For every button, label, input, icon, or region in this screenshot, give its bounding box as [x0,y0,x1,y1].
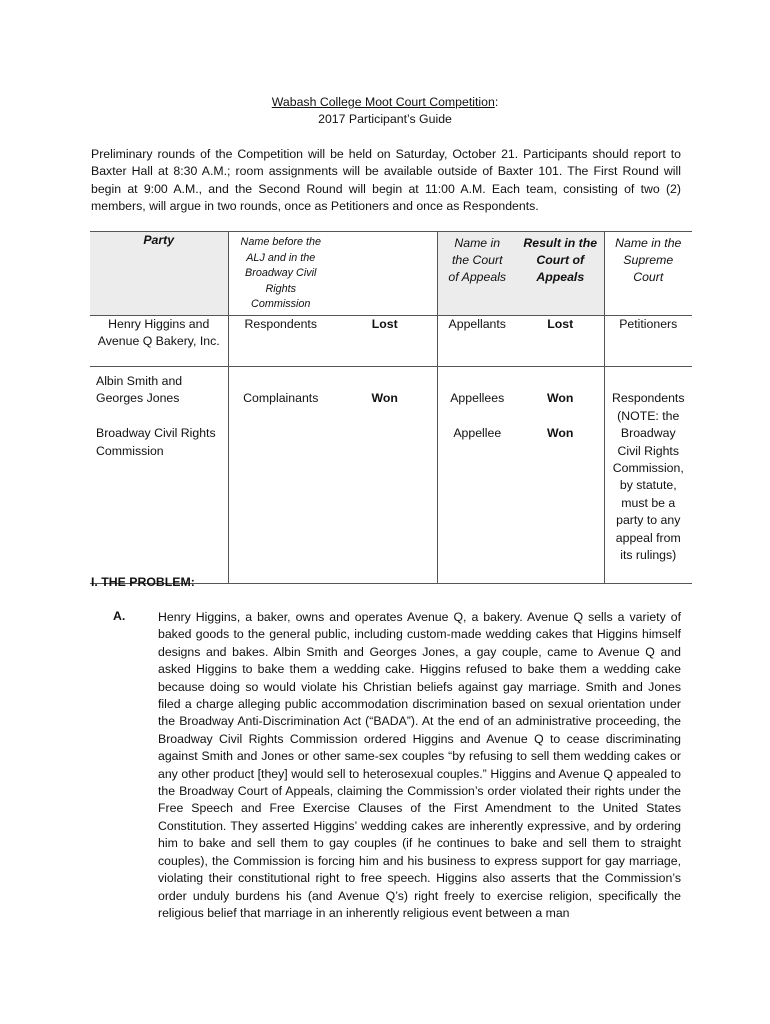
coa-result-won: Won [547,426,574,441]
alj-name-respondents: Respondents [228,316,333,367]
header-party: Party [90,232,228,316]
spacer [96,408,228,425]
table-row [90,367,692,584]
header-supreme-name [604,232,692,316]
coa-name-appellee: Appellee [453,426,502,441]
header-coa-line: the Court [451,253,503,267]
header-coa-line: of Appeals [448,270,507,284]
party-line: Albin Smith and [96,374,183,388]
party-line: Georges Jones [96,391,180,406]
supreme-line: must be a [621,495,676,510]
supreme-line: Respondents [612,391,685,406]
party-line: Avenue Q Bakery, Inc. [97,334,220,349]
coa-name-appellants: Appellants [437,316,517,367]
header-coa-line: Name in [454,236,501,250]
header-result-line: Court of [536,253,585,267]
party-smith-jones-commission [90,367,228,584]
coa-name-appellees: Appellees [450,391,505,406]
supreme-line: by statute, [619,478,677,493]
intro-paragraph: Preliminary rounds of the Competition will be held on Saturday, October 21. Participants should report to Baxter Hall at 8:30 A.M.; room assignments will be available outside of Baxter 101. The First Round will begin at 9:00 A.M., and the Second Round will begin at 11:00 A.M. Each team, consisting of two (2) members, will argue in two rounds, once as Petitioners and once as Respondents. [91,147,681,214]
supreme-line: party to any [616,513,681,528]
party-line: Broadway Civil Rights [96,426,216,441]
supreme-line: appeal from [615,530,681,545]
coa-result-lost: Lost [517,316,604,367]
supreme-line: Commission, [612,461,684,476]
supreme-line: Broadway [620,426,676,441]
alj-name: Complainants [243,391,319,406]
party-line: Henry Higgins and [108,317,210,331]
header-supreme-line: Supreme [623,253,674,267]
header-alj-line: Commission [251,298,311,310]
spacer [438,408,518,425]
header-alj-line: ALJ and in the [246,251,316,264]
coa-result-won: Won [547,391,574,406]
header-coa-name [437,232,517,316]
header-alj-line: Name before the [240,236,321,248]
alj-result-lost: Lost [333,316,437,367]
table-header-row [90,232,692,316]
coa-names [437,367,517,584]
header-result-line: Appeals [536,270,585,284]
supreme-name-respondents [604,367,692,584]
coa-results [517,367,604,584]
header-alj-result [333,232,437,316]
parties-table [90,231,692,584]
header-alj-line: Broadway Civil [245,267,317,279]
paragraph-label: A. [113,609,126,623]
header-coa-result [517,232,604,316]
alj-result: Won [371,391,398,406]
problem-paragraph: Henry Higgins, a baker, owns and operates Avenue Q, a bakery. Avenue Q sells a variety of baked goods to the general public, including custom-made wedding cakes that Higgins himself designs and bakes. Albin Smith and Georges Jones, a gay couple, came to Avenue Q and asked Higgins to bake them a wedding cake. Higgins refused to bake them a wedding cake because doing so would violate his Christian beliefs against gay marriage. Smith and Jones filed a charge alleging public accommodation discrimination based on sexual orientation under the Broadway Anti-Discrimination Act (“BADA”). At the end of an administrative proceeding, the Broadway Civil Rights Commission ordered Higgins and Avenue Q to cease discriminating against Smith and Jones or other same-sex couples “by refusing to sell them wedding cakes or any other product [they] would sell to heterosexual couples.” Higgins and Avenue Q appealed to the Broadway Court of Appeals, claiming the Commission’s order violated their rights under the Free Speech and Free Exercise Clauses of the First Amendment to the United States Constitution. They asserted Higgins’ wedding cakes are inherently expressive, and by ordering him to bake and sell them to gay couples (if he continues to bake and sell them to straight couples), the Commission is forcing him and his business to express support for gay marriage, violating their constitutional right to free speech. Higgins also asserts that the Commission’s order unduly burdens his (and Avenue Q’s) right freely to exercise religion, specifically the religious belief that marriage in an inherently religious event between a man [158,610,681,920]
party-line: Commission [96,443,164,458]
header-supreme-line: Court [633,270,664,284]
supreme-line: Civil Rights [617,443,679,458]
table-row [90,316,692,367]
supreme-line: (NOTE: the [617,408,680,423]
title-line-2: 2017 Participant’s Guide [318,112,452,126]
title-line-1 [0,94,770,111]
header-supreme-line: Name in the [615,236,682,250]
spacer [517,408,604,425]
header-alj-line: Rights [265,282,297,295]
party-higgins [90,316,228,367]
document-title [0,94,770,128]
section-heading: I. THE PROBLEM: [91,575,195,589]
header-result-line: Result in the [523,236,598,250]
alj-name-complainants [228,367,333,584]
competition-name: Wabash College Moot Court Competition [271,95,495,109]
title-colon: : [494,95,499,109]
supreme-name-petitioners: Petitioners [604,316,692,367]
supreme-line: its rulings) [620,548,677,563]
alj-result-won [333,367,437,584]
header-alj-name [228,232,333,316]
